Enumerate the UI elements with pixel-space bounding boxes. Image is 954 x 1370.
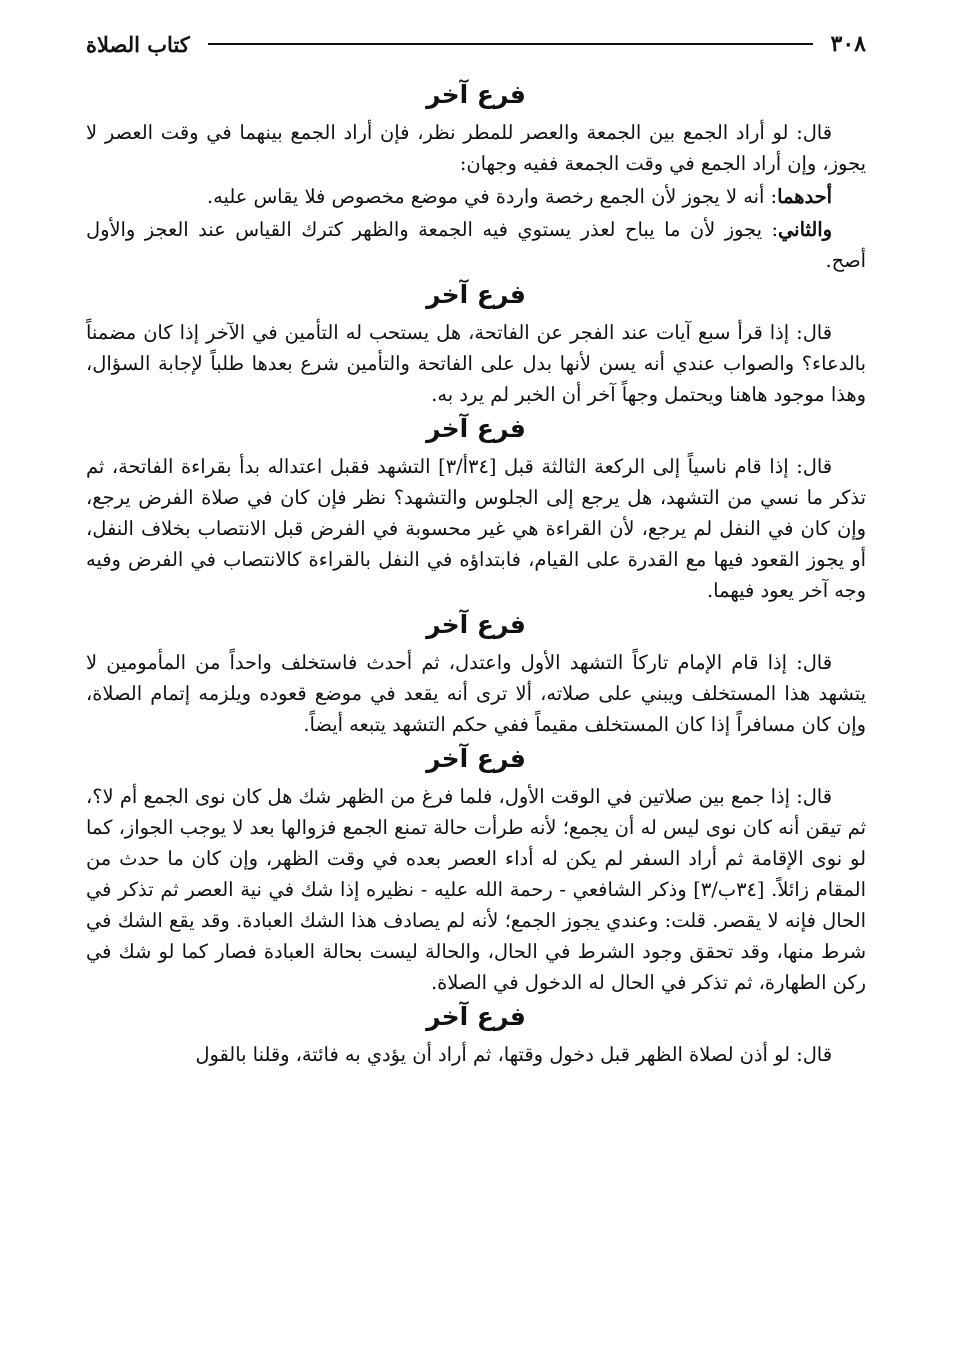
paragraph-text: قال: إذا قام ناسياً إلى الركعة الثالثة قبل [٣٤أ/٣] التشهد فقبل اعتداله بدأ بقراءة الفاتحة، ثم تذكر ما نسي من التشهد، هل يرجع إلى الجلوس والتشهد؟ نظر فإن كان في صلاة الفرض يرجع، وإن كان في النفل لم يرجع، لأن القراءة هي غير محسوبة في الفرض قبل الانتصاب بخلاف النفل، أو يجوز القعود فيها مع القدرة على القيام، فابتداؤه في النفل بالقراءة كالانتصاب في الفرض وفيه وجه آخر يعود فيهما. [86,455,866,602]
section [86,744,866,998]
section-heading: فرع آخر [426,280,526,309]
section [86,414,866,606]
paragraph-lead: أحدهما [777,185,832,208]
paragraph [86,117,866,179]
paragraph [86,451,866,606]
paragraph-text: : أنه لا يجوز لأن الجمع رخصة واردة في موضع مخصوص فلا يقاس عليه. [206,185,778,208]
paragraph [86,181,866,212]
paragraph-text: : يجوز لأن ما يباح لعذر يستوي فيه الجمعة والظهر كترك القياس عند العجز والأول أصح. [86,218,866,272]
paragraph-text: قال: لو أذن لصلاة الظهر قبل دخول وقتها، ثم أراد أن يؤدي به فائتة، وقلنا بالقول [195,1043,832,1066]
section-heading: فرع آخر [426,744,526,773]
page-number: ٣٠٨ [830,31,866,57]
section-heading: فرع آخر [426,80,526,109]
paragraph-text: قال: إذا قرأ سبع آيات عند الفجر عن الفاتحة، هل يستحب له التأمين في الآخر إذا كان مضمناً بالدعاء؟ والصواب عندي أنه يسن لأنها بدل على الفاتحة والتأمين شرع بعدها طلباً لإجابة السؤال، وهذا موجود هاهنا ويحتمل وجهاً آخر أن الخبر لم يرد به. [86,321,866,406]
page-body [86,76,866,1072]
section [86,610,866,740]
section-heading: فرع آخر [426,414,526,443]
section [86,80,866,276]
page-header [86,26,866,62]
section-heading: فرع آخر [426,610,526,639]
paragraph [86,1039,866,1070]
paragraph [86,647,866,740]
section [86,280,866,410]
paragraph [86,214,866,276]
section-heading: فرع آخر [426,1002,526,1031]
paragraph [86,781,866,998]
running-title: كتاب الصلاة [86,31,190,57]
section [86,1002,866,1070]
paragraph-text: قال: لو أراد الجمع بين الجمعة والعصر للمطر نظر، فإن أراد الجمع بينهما في وقت العصر لا يجوز، وإن أراد الجمع في وقت الجمعة ففيه وجهان: [86,121,866,175]
header-rule [208,43,813,45]
paragraph-text: قال: إذا جمع بين صلاتين في الوقت الأول، فلما فرغ من الظهر شك هل كان نوى الجمع أم لا؟، ثم تيقن أنه كان نوى ليس له أن يجمع؛ لأنه طرأت حالة تمنع الجمع فزوالها بعد لا يوجب الجواز، كما لو نوى الإقامة ثم أراد السفر لم يكن له أداء العصر بعده في وقت الظهر، وإن كان ما حدث من المقام زائلاً. [٣٤ب/٣] وذكر الشافعي - رحمة الله عليه - نظيره إذا شك في نية العصر ثم تذكر في الحال فإنه لا يقصر. قلت: وعندي يجوز الجمع؛ لأنه لم يصادف هذا الشك العبادة. وقد يقع الشك في شرط منها، وقد تحقق وجود الشرط في الحال، والحالة ليست بحالة العبادة فصار كما لو شك في ركن الطهارة، ثم تذكر في الحال له الدخول في الصلاة. [86,785,866,994]
paragraph [86,317,866,410]
paragraph-lead: والثاني [778,218,832,241]
paragraph-text: قال: إذا قام الإمام تاركاً التشهد الأول واعتدل، ثم أحدث فاستخلف واحداً من المأمومين لا يتشهد هذا المستخلف ويبني على صلاته، ألا ترى أنه يقعد في موضع قعوده ويلزمه إتمام الصلاة، وإن كان مسافراً إذا كان المستخلف مقيماً ففي حكم التشهد يتبعه أيضاً. [86,651,866,736]
